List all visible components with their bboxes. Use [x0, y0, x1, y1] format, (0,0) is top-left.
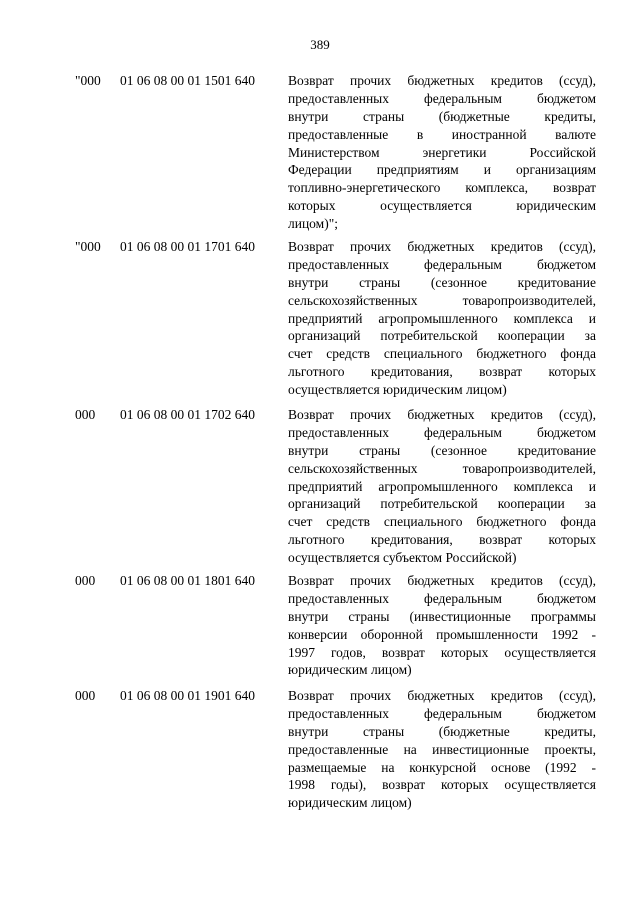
description-line: счет средств специального бюджетного фонда — [288, 346, 596, 362]
description-line: юридическим лицом) — [288, 795, 412, 811]
budget-classification-code: 01 06 08 00 01 1501 640 — [120, 73, 255, 88]
admin-code: "000 — [75, 239, 101, 254]
budget-classification-code: 01 06 08 00 01 1801 640 — [120, 573, 255, 588]
description-line: организаций потребительской кооперации за — [288, 328, 596, 344]
description-line: предоставленные на инвестиционные проекты, — [288, 741, 596, 757]
description-line: предприятий агропромышленного комплекса и — [288, 478, 596, 494]
description-line: осуществляется субъектом Российской) — [288, 550, 517, 566]
description-line: Возврат прочих бюджетных кредитов (ссуд), — [288, 239, 596, 254]
description-line: Возврат прочих бюджетных кредитов (ссуд), — [288, 573, 596, 588]
description-line: внутри страны (бюджетные кредиты, — [288, 723, 596, 739]
description-line: осуществляется юридическим лицом) — [288, 382, 507, 398]
entry-description — [288, 406, 596, 567]
description-line: организаций потребительской кооперации за — [288, 496, 596, 512]
description-line: внутри страны (инвестиционные программы — [288, 608, 596, 624]
entry-description — [288, 687, 596, 812]
description-line: размещаемые на конкурсной основе (1992 - — [288, 759, 596, 775]
description-line: льготного кредитования, возврат которых — [288, 364, 596, 380]
description-line: топливно-энергетического комплекса, возврат — [288, 180, 596, 196]
description-line: Федерации предприятиям и организациям — [288, 162, 596, 178]
description-line: Министерством энергетики Российской — [288, 144, 596, 160]
description-line: сельскохозяйственных товаропроизводителей, — [288, 292, 596, 308]
entry-description — [288, 72, 596, 233]
description-line: предоставленные в иностранной валюте — [288, 126, 596, 142]
budget-classification-code: 01 06 08 00 01 1702 640 — [120, 407, 255, 422]
description-line: конверсии оборонной промышленности 1992 - — [288, 626, 596, 642]
admin-code: 000 — [75, 407, 96, 422]
entry-description — [288, 572, 596, 679]
description-line: лицом)"; — [288, 216, 338, 232]
description-line: льготного кредитования, возврат которых — [288, 532, 596, 548]
description-line: юридическим лицом) — [288, 662, 412, 678]
description-line: сельскохозяйственных товаропроизводителей, — [288, 460, 596, 476]
description-line: предприятий агропромышленного комплекса и — [288, 310, 596, 326]
description-line: предоставленных федеральным бюджетом — [288, 590, 596, 606]
description-line: внутри страны (сезонное кредитование — [288, 274, 596, 290]
admin-code: "000 — [75, 73, 101, 88]
budget-classification-code: 01 06 08 00 01 1701 640 — [120, 239, 255, 254]
description-line: 1998 годы), возврат которых осуществляется — [288, 777, 596, 793]
admin-code: 000 — [75, 688, 96, 703]
description-line: внутри страны (бюджетные кредиты, — [288, 108, 596, 124]
entry-description — [288, 238, 596, 399]
description-line: 1997 годов, возврат которых осуществляется — [288, 644, 596, 660]
budget-classification-code: 01 06 08 00 01 1901 640 — [120, 688, 255, 703]
description-line: Возврат прочих бюджетных кредитов (ссуд), — [288, 407, 596, 422]
description-line: предоставленных федеральным бюджетом — [288, 424, 596, 440]
description-line: которых осуществляется юридическим — [288, 198, 596, 214]
description-line: счет средств специального бюджетного фонда — [288, 514, 596, 530]
description-line: предоставленных федеральным бюджетом — [288, 90, 596, 106]
description-line: предоставленных федеральным бюджетом — [288, 256, 596, 272]
description-line: внутри страны (сезонное кредитование — [288, 442, 596, 458]
description-line: Возврат прочих бюджетных кредитов (ссуд), — [288, 73, 596, 88]
description-line: предоставленных федеральным бюджетом — [288, 705, 596, 721]
admin-code: 000 — [75, 573, 96, 588]
page-number: 389 — [310, 37, 330, 52]
description-line: Возврат прочих бюджетных кредитов (ссуд), — [288, 688, 596, 703]
